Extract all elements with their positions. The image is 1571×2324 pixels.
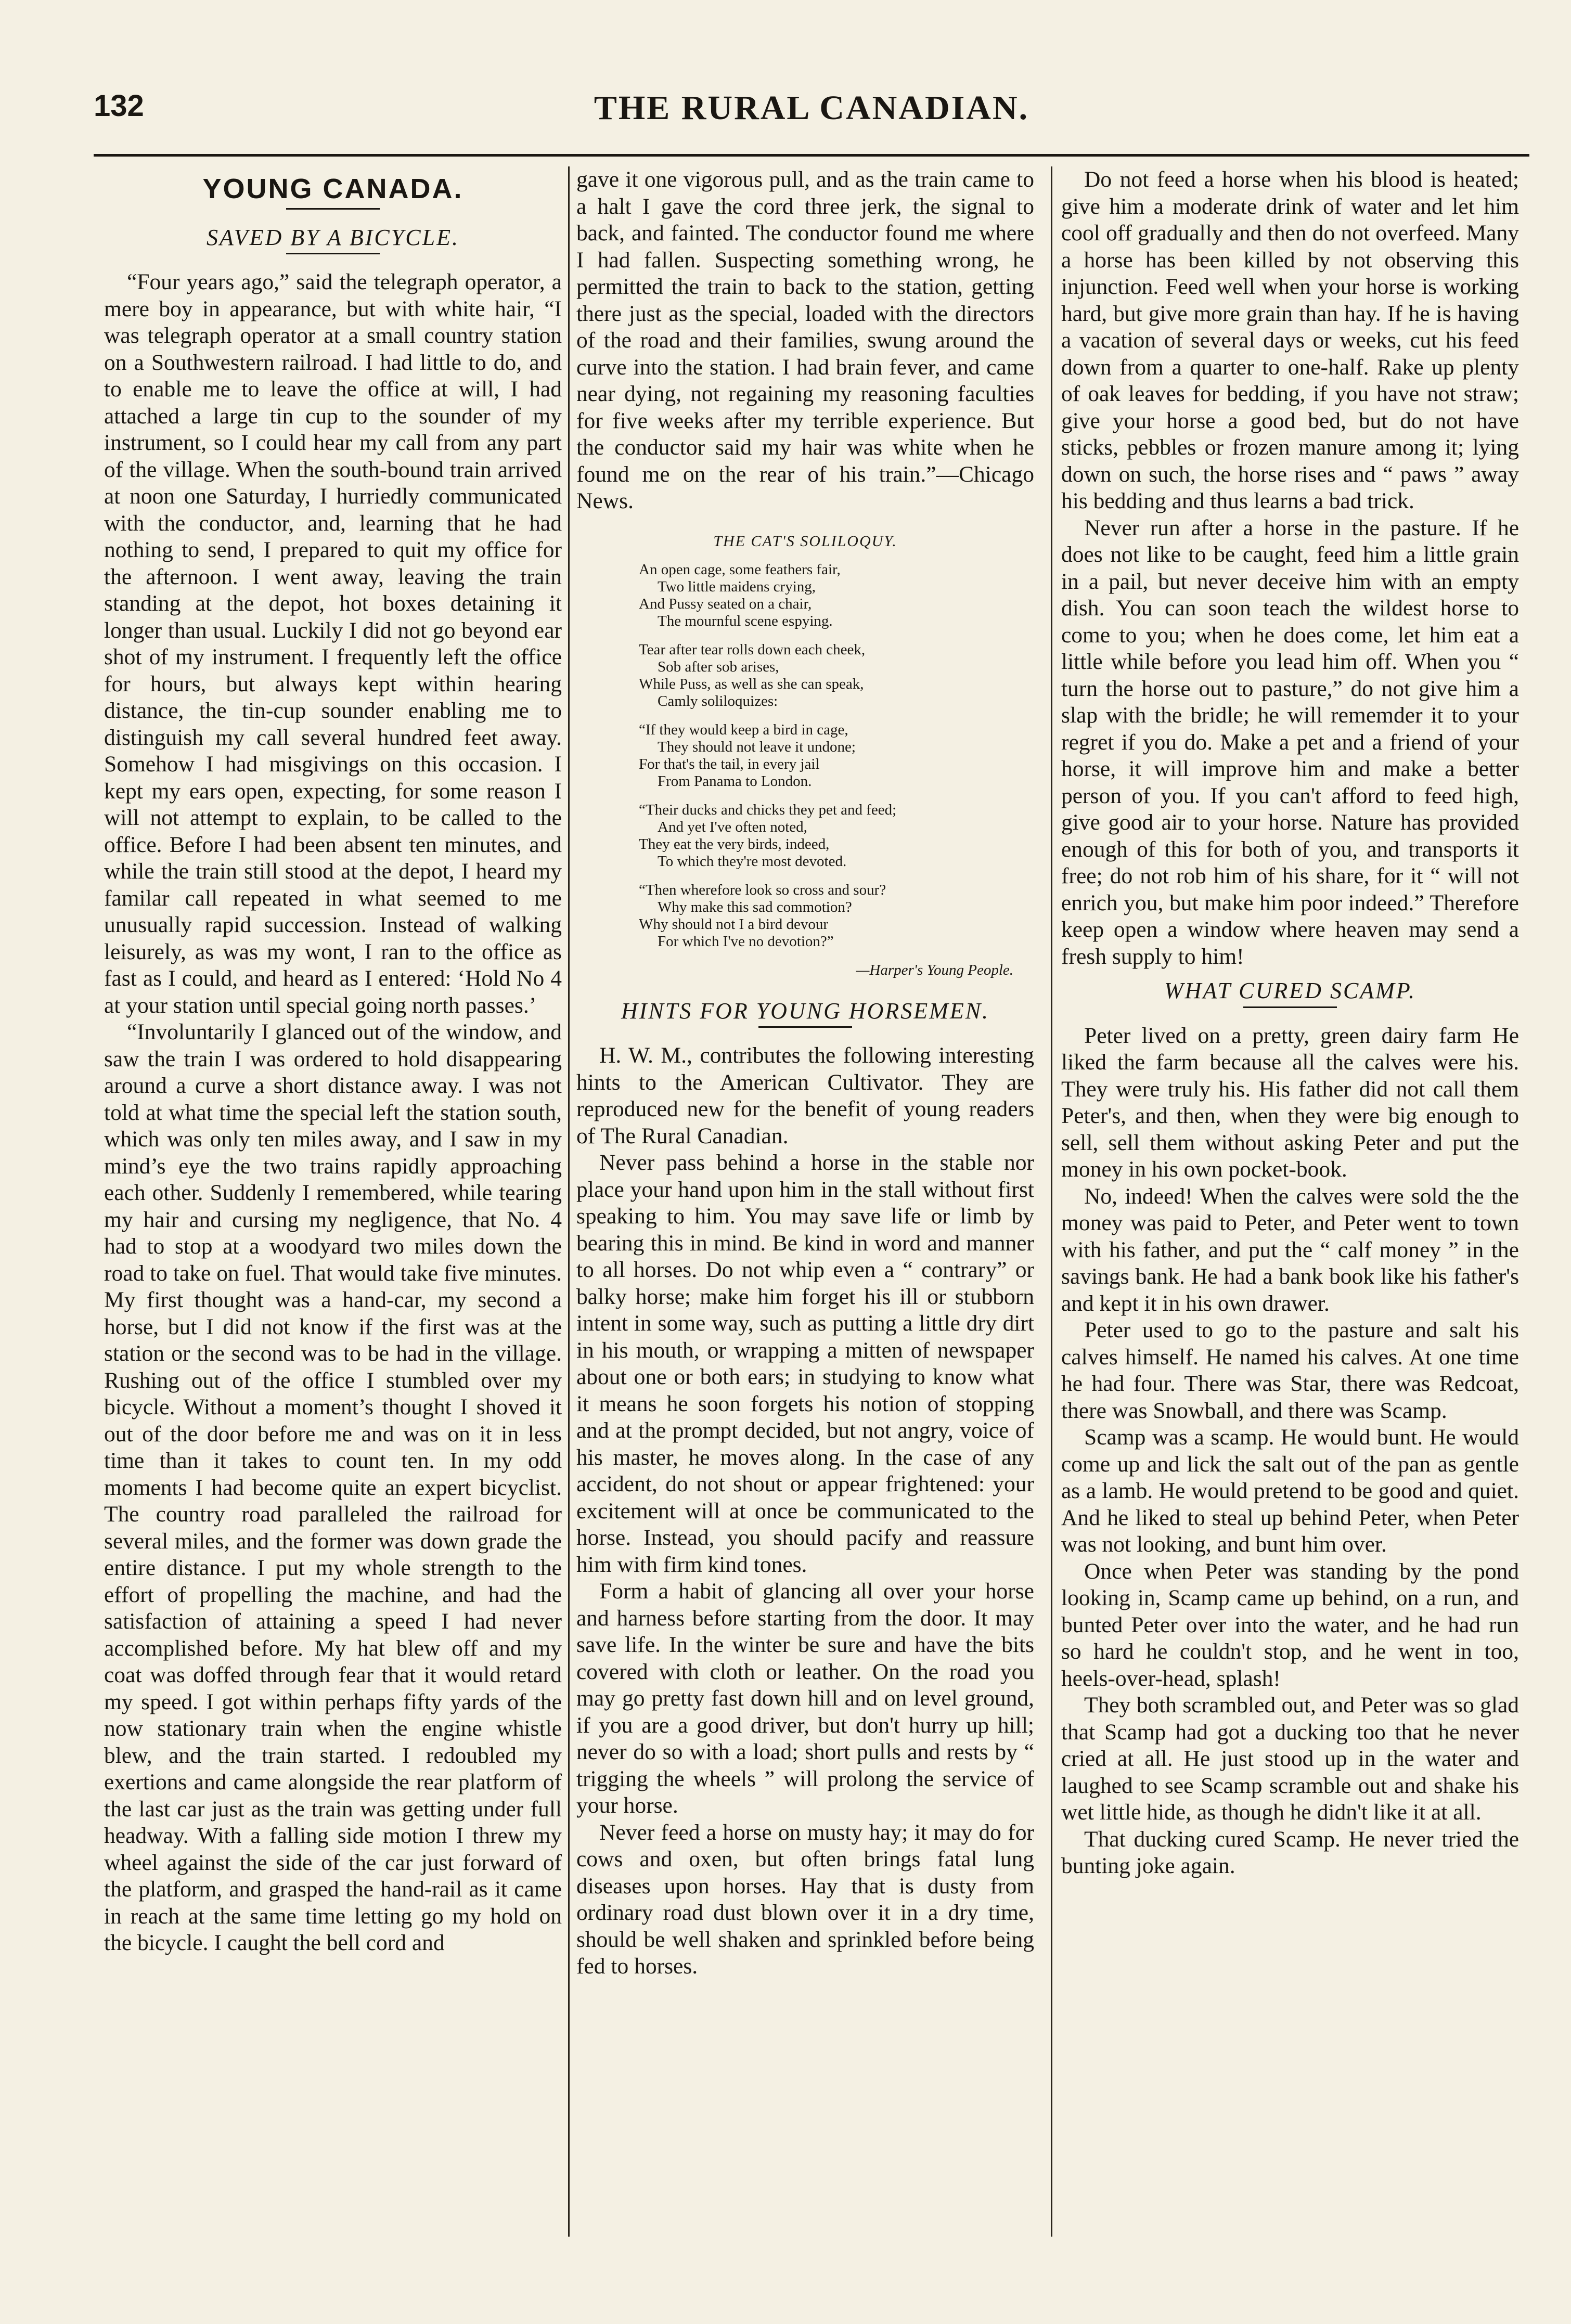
poem-line: Why make this sad commotion?: [658, 898, 852, 915]
poem-stanza: [639, 641, 1034, 710]
paragraph: No, indeed! When the calves were sold the the money was paid to Peter, and Peter went to town with his father, and put the “ calf money ” in the savings bank. He had a bank book like his father's and kept it in his own drawer.: [1061, 1183, 1519, 1316]
poem: [576, 533, 1034, 979]
story-title: WHAT CURED SCAMP.: [1164, 978, 1417, 1003]
poem-line: For which I've no devotion?”: [658, 933, 834, 950]
title-rule: [286, 253, 380, 254]
poem-line: They should not leave it undone;: [658, 738, 856, 755]
poem-line: An open cage, some feathers fair,: [639, 561, 841, 578]
paragraph: That ducking cured Scamp. He never tried the bunting joke again.: [1061, 1826, 1519, 1878]
column-1: [104, 166, 562, 1957]
poem-line: From Panama to London.: [658, 772, 812, 790]
paragraph: Scamp was a scamp. He would bunt. He would come up and lick the salt out of the pan as gentle as a lamb. He would pretend to be good and quiet. And he liked to steal up behind Peter, when Peter was not looking, and bunt him over.: [1061, 1425, 1519, 1557]
paragraph: H. W. M., contributes the following interesting hints to the American Cultivator. They are reproduced new for the benefit of young readers of The Rural Canadian.: [576, 1043, 1034, 1148]
poem-line: “If they would keep a bird in cage,: [639, 721, 848, 738]
article-title: HINTS FOR YOUNG HORSEMEN.: [621, 998, 990, 1024]
poem-line: Tear after tear rolls down each cheek,: [639, 641, 866, 658]
poem-line: To which they're most devoted.: [658, 853, 847, 870]
paragraph: “Involuntarily I glanced out of the window, and saw the train I was ordered to hold disappearing around a curve a short distance away. I was not told at what time the special left the station south, which was only ten miles away, and I saw in my mind’s eye the two trains rapidly approaching each other. Suddenly I remembered, while tearing my hair and cursing my negligence, that No. 4 had to stop at a woodyard two miles down the road to take on fuel. That would take five minutes. My first thought was a hand-car, my second a horse, but I did not know if the first was at the station or the second was to be had in the village. Rushing out of the office I stumbled over my bicycle. Without a moment’s thought I shoved it out of the door before me and was on it in less time than it takes to count ten. In my odd moments I had become quite an expert bicyclist. The country road paralleled the railroad for several miles, and the former was down grade the entire distance. I put my whole strength to the effort of propelling the machine, and had the satisfaction of attaining a speed I had never accomplished before. My hat blew off and my coat was doffed through fear that it would retard my speed. I got within perhaps fifty yards of the now stationary train when the engine whistle blew, and the train started. I redoubled my exertions and came alongside the rear platform of the last car just as the train was getting under full headway. With a falling side motion I threw my wheel against the side of the car just forward of the platform, and grasped the hand-rail as it came in reach at the same time letting go my hold on the bicycle. I caught the bell cord and: [104, 1019, 562, 1955]
poem-line: “Their ducks and chicks they pet and feed;: [639, 801, 897, 818]
masthead-title: THE RURAL CANADIAN.: [594, 89, 1029, 127]
poem-line: And Pussy seated on a chair,: [639, 595, 812, 612]
poem-line: Why should not I a bird devour: [639, 915, 829, 933]
title-rule: [758, 1026, 852, 1028]
column-divider: [1051, 166, 1052, 2237]
poem-line: And yet I've often noted,: [658, 818, 807, 835]
paragraph: Do not feed a horse when his blood is heated; give him a moderate drink of water and let him cool off gradually and then do not overfeed. Many a horse has been killed by not observing this injunction. Feed well when your horse is working hard, but give more grain than hay. If he is having a vacation of several days or weeks, cut his feed down from a quarter to one-half. Rake up plenty of oak leaves for bedding, if you have not straw; give your horse a good bed, but do not have sticks, pebbles or frozen manure among it; lying down on such, the horse rises and “ paws ” away his bedding and thus learns a bad trick.: [1061, 167, 1519, 513]
poem-stanza: [639, 561, 1034, 630]
paragraph: Once when Peter was standing by the pond looking in, Scamp came up behind, on a run, and bunted Peter over into the water, and he had run so hard he couldn't stop, and he went in too, heels-over-head, splash!: [1061, 1558, 1519, 1691]
poem-line: Sob after sob arises,: [658, 658, 779, 675]
poem-line: For that's the tail, in every jail: [639, 755, 820, 772]
poem-stanza: [639, 882, 1034, 950]
poem-line: They eat the very birds, indeed,: [639, 835, 830, 853]
paragraph: Peter used to go to the pasture and salt his calves himself. He named his calves. At one time he had four. There was Star, there was Redcoat, there was Snowball, and there was Scamp.: [1061, 1318, 1519, 1423]
story-title: SAVED BY A BICYCLE.: [207, 224, 459, 250]
poem-line: The mournful scene espying.: [658, 612, 833, 629]
paragraph: They both scrambled out, and Peter was so glad that Scamp had got a ducking too that he never cried at all. He just stood up in the water and laughed to see Scamp scramble out and shake his wet little hide, as though he didn't like it at all.: [1061, 1693, 1519, 1825]
paragraph: Peter lived on a pretty, green dairy farm He liked the farm because all the calves were his. They were truly his. His father did not call them Peter's, and then, when they were big enough to sell, sell them without asking Peter and put the money in his own pocket-book.: [1061, 1023, 1519, 1182]
poem-credit: —Harper's Young People.: [856, 961, 1013, 978]
column-divider: [568, 166, 570, 2237]
poem-stanza: [639, 721, 1034, 790]
poem-title: THE CAT'S SOLILOQUY.: [713, 532, 897, 550]
poem-line: While Puss, as well as she can speak,: [639, 675, 864, 692]
page-header: [94, 88, 1529, 146]
title-rule: [1243, 1006, 1337, 1008]
column-3: [1061, 166, 1519, 1880]
poem-line: “Then wherefore look so cross and sour?: [639, 881, 886, 898]
poem-line: Two little maidens crying,: [658, 578, 816, 595]
paragraph: “Four years ago,” said the telegraph operator, a mere boy in appearance, but with white hair, “I was telegraph operator at a small country station on a Southwestern railroad. I had little to do, and to enable me to leave the office at will, I had attached a large tin cup to the sounder of my instrument, so I could hear my call from any part of the village. When the south-bound train arrived at noon one Saturday, I hurriedly communicated with the conductor, and, learning that he had nothing to send, I prepared to quit my office for the afternoon. I went away, leaving the train standing at the depot, hot boxes detaining it longer than usual. Luckily I did not go beyond ear shot of my instrument. I frequently left the office for hours, but always kept within hearing distance, the tin-cup sounder enabling me to distinguish my call several hundred feet away. Somehow I had misgivings on this occasion. I kept my ears open, expecting, for some reason I will not attempt to explain, to be called to the office. Before I had been absent ten minutes, and while the train still stood at the depot, I heard my familar call repeated in what seemed to me unusually rapid succession. Instead of walking leisurely, as was my wont, I ran to the office as fast as I could, and heard as I entered: ‘Hold No 4 at your station until special going north passes.’: [104, 269, 562, 1018]
header-rule: [94, 154, 1529, 157]
paragraph: Never pass behind a horse in the stable nor place your hand upon him in the stall without first speaking to him. You may save life or limb by bearing this in mind. Be kind in word and manner to all horses. Do not whip even a “ contrary” or balky horse; make him forget his ill or stubborn intent in some way, such as putting a little dry dirt in his mouth, or wrapping a mitten of newspaper about one or both ears; in studying to know what it means he soon forgets his notion of stopping and at the prompt decided, but not angry, voice of his master, he moves along. In the case of any accident, do not shout or appear frightened: your excitement will at once be communicated to the horse. Instead, you should pacify and reassure him with firm kind tones.: [576, 1150, 1034, 1577]
poem-line: Camly soliloquizes:: [658, 692, 778, 709]
paragraph: Never feed a horse on musty hay; it may do for cows and oxen, but often brings fatal lung diseases upon horses. Hay that is dusty from ordinary road dust blown over it in a dry time, should be well shaken and sprinkled before being fed to horses.: [576, 1819, 1034, 1979]
section-title: YOUNG CANADA.: [202, 173, 463, 204]
paragraph: Form a habit of glancing all over your horse and harness before starting from the door. It may save life. In the winter be sure and have the bits covered with cloth or leather. On the road you may go pretty fast down hill and on level ground, if you are a good driver, but don't hurry up hill; never do so with a load; short pulls and rests by “ trigging the wheels ” will prolong the service of your horse.: [576, 1579, 1034, 1818]
paragraph: Never run after a horse in the pasture. If he does not like to be caught, feed him a little grain in a pail, but never deceive him with an empty dish. You can soon teach the wildest horse to come to you; when he does come, let him eat a little while before you lead him off. When you “ turn the horse out to pasture,” do not give him a slap with the bridle; he will rememder it to your regret if you do. Make a pet and a friend of your horse, it will improve him and make a better person of you. If you can't afford to feed high, give good air to your horse. Nature has provided enough of this for both of you, and transports it free; do not rob him of his share, for it “ will not enrich you, but make him poor indeed.” Therefore keep open a window where heaven may send a fresh supply to him!: [1061, 515, 1519, 969]
poem-stanza: [639, 802, 1034, 870]
paragraph: gave it one vigorous pull, and as the train came to a halt I gave the cord three jerk, the signal to back, and fainted. The conductor found me where I had fallen. Suspecting something wrong, he permitted the train to back to the station, getting there just as the special, loaded with the directors of the road and their families, swung around the curve into the station. I had brain fever, and came near dying, not regaining my reasoning faculties for five weeks after my terrible experience. But the conductor said my hair was white when he found me on the rear of his train.”—Chicago News.: [576, 167, 1034, 513]
title-rule: [286, 208, 380, 210]
column-2: [576, 166, 1034, 1980]
page-number: 132: [94, 89, 144, 123]
